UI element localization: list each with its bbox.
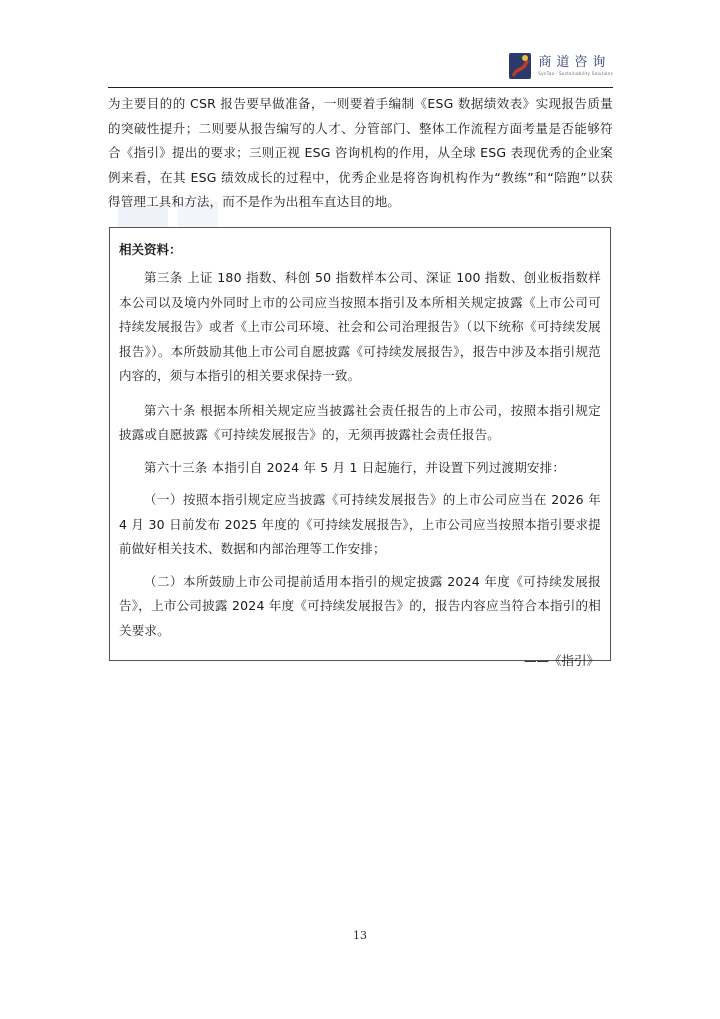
logo-mark-icon	[508, 51, 534, 81]
logo-subtitle: SynTao · Sustainability Solutions	[538, 71, 613, 76]
reference-paragraph: 第六十三条 本指引自 2024 年 5 月 1 日起施行，并设置下列过渡期安排：	[144, 459, 566, 475]
reference-paragraph: 第三条 上证 180 指数、科创 50 指数样本公司、深证 100 指数、创业板指数样本公司以及境内外同时上市的公司应当按照本指引及本所相关规定披露《上市公司可持续发展报告》或者《上市公司环境、社会和公司治理报告》（以下统称《可持续发展报告》）。本所鼓励其他上市公司自愿披露《可持续发展报告》，报告中涉及本指引规范内容的，须与本指引的相关要求保持一致。	[119, 270, 601, 383]
logo-name: 商道咨询	[538, 55, 611, 70]
header-divider	[108, 87, 613, 88]
company-logo	[508, 50, 613, 82]
reference-title: 相关资料：	[119, 242, 182, 257]
reference-paragraph: （一）按照本指引规定应当披露《可持续发展报告》的上市公司应当在 2026 年 4 月 30 日前发布 2025 年度的《可持续发展报告》，上市公司应当按照本指引要求提前做好相关技术、数据和内部治理等工作安排；	[119, 492, 601, 556]
reference-source: ——《指引》	[523, 653, 599, 668]
intro-paragraph: 为主要目的的 CSR 报告要早做准备，一则要着手编制《ESG 数据绩效表》实现报告质量的突破性提升；二则要从报告编写的人才、分管部门、整体工作流程方面考量是否能够符合《指引》提出的要求；三则正视 ESG 咨询机构的作用，从全球 ESG 表现优秀的企业案例来看，在其 ESG 绩效成长的过程中，优秀企业是将咨询机构作为“教练”和“陪跑”以获得管理工具和方法，而不是作为出租车直达目的地。	[108, 96, 613, 209]
page-header	[108, 44, 613, 86]
reference-paragraph: 第六十条 根据本所相关规定应当披露社会责任报告的上市公司，按照本指引规定披露或自愿披露《可持续发展报告》的，无须再披露社会责任报告。	[119, 402, 601, 442]
page-number: 13	[353, 929, 367, 942]
reference-paragraph: （二）本所鼓励上市公司提前适用本指引的规定披露 2024 年度《可持续发展报告》，上市公司披露 2024 年度《可持续发展报告》的，报告内容应当符合本指引的相关要求。	[119, 573, 601, 638]
reference-box	[109, 227, 611, 668]
